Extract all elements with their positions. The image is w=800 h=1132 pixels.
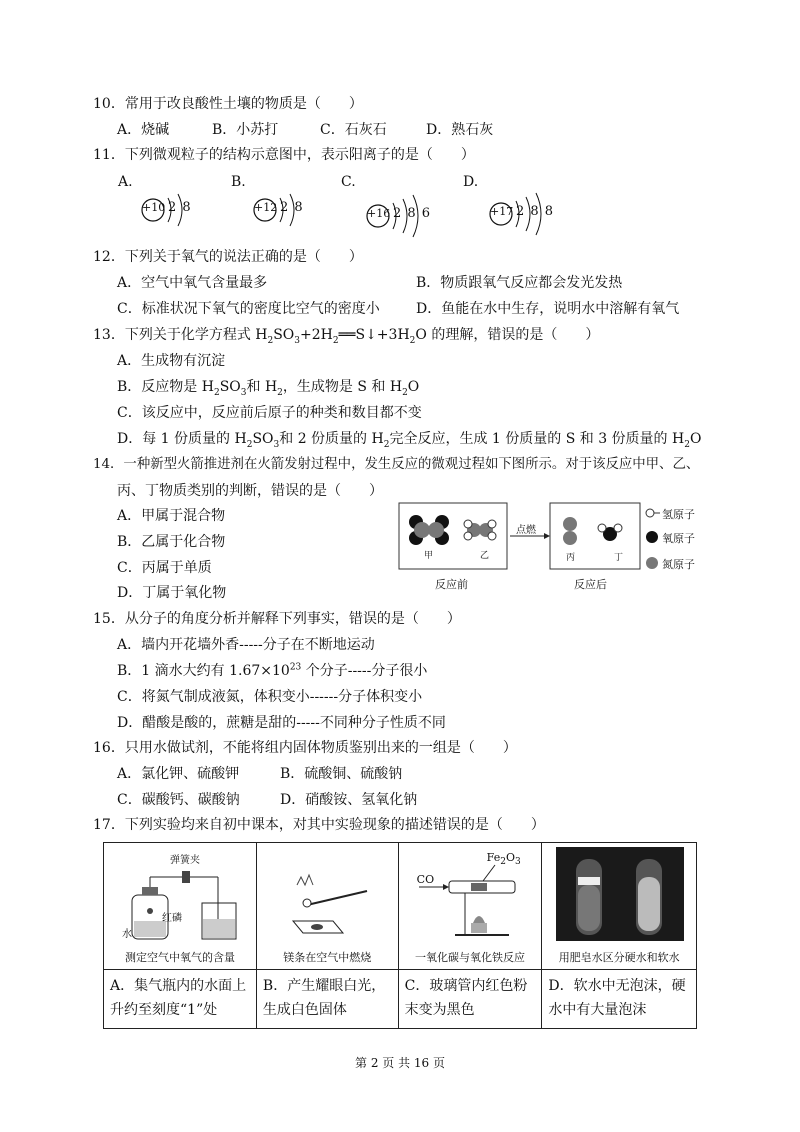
q15-option-a: A．墙内开花墙外香-----分子在不断地运动 xyxy=(117,637,375,653)
q11-atom-a-shells: 2 8 xyxy=(168,200,192,215)
label-fe2o3: $Fe_2O_3$ xyxy=(486,851,521,868)
q11-option-d-letter: D. xyxy=(463,174,479,190)
caption-magnesium-burning: 镁条在空气中燃烧 xyxy=(283,951,372,964)
q13-option-a: A．生成物有沉淀 xyxy=(117,353,226,369)
q17-option-d: D．软水中无泡沫，硬水中有大量泡沫 xyxy=(542,970,697,1029)
q14-option-d: D．丁属于氧化物 xyxy=(117,585,227,601)
q11-stem: 11．下列微观粒子的结构示意图中，表示阳离子的是（ ） xyxy=(93,147,475,163)
q17-stem: 17．下列实验均来自初中课本，对其中实验现象的描述错误的是（ ） xyxy=(93,817,545,833)
caption-soap-water: 用肥皂水区分硬水和软水 xyxy=(558,951,680,964)
legend-nitrogen: 氮原子 xyxy=(662,558,695,571)
q13-option-d: D．每 1 份质量的 $H_2SO_3$和 2 份质量的 $H_2$完全反应，生成 1 份质量的 S 和 3 份质量的 $H_2O$ xyxy=(117,431,702,450)
legend-oxygen: 氧原子 xyxy=(662,532,695,545)
q14-stem-line1: 14．一种新型火箭推进剂在火箭发射过程中，发生反应的微观过程如下图所示。对于该反应中甲、乙、 xyxy=(93,457,700,472)
label-yi: 乙 xyxy=(480,551,490,561)
label-ding: 丁 xyxy=(614,553,624,563)
label-red-phosphorus: 红磷 xyxy=(162,913,182,924)
q11-atom-b-nucleus: +12 xyxy=(254,201,278,214)
q16-option-b: B．硫酸铜、硫酸钠 xyxy=(280,766,403,782)
experiment-cell-soap-water xyxy=(542,843,697,970)
soap-water-photo xyxy=(542,843,697,947)
label-before: 反应前 xyxy=(435,578,468,591)
q16-option-c: C．碳酸钙、碳酸钠 xyxy=(117,792,240,808)
label-bing: 丙 xyxy=(566,553,576,563)
reaction-figure xyxy=(398,502,698,594)
q17-option-a: A．集气瓶内的水面上升约至刻度“1”处 xyxy=(104,970,257,1029)
q14-stem-line2: 丙、丁物质类别的判断，错误的是（ ） xyxy=(117,483,383,499)
experiment-answer-row xyxy=(104,970,697,1029)
q10-stem: 10．常用于改良酸性土壤的物质是（ ） xyxy=(93,96,363,112)
q13-stem: 13．下列关于化学方程式 $H_2SO_3+2H_2══S↓+3H_2O$ 的理解，错误的是（ ） xyxy=(93,327,600,346)
q15-option-b: B．1 滴水大约有 $1.67\times 10^{23}$ 个分子-----分子很小 xyxy=(117,662,428,679)
q11-atom-d xyxy=(486,190,556,242)
q11-atom-a-nucleus: +10 xyxy=(142,201,166,214)
q12-option-d: D．鱼能在水中生存，说明水中溶解有氧气 xyxy=(416,301,680,317)
q11-atom-d-nucleus: +17 xyxy=(490,205,514,218)
q11-atom-a xyxy=(138,190,198,234)
experiment-figure-row xyxy=(104,843,697,970)
q14-option-c: C．丙属于单质 xyxy=(117,560,212,576)
q10-option-d: D．熟石灰 xyxy=(426,122,494,138)
q14-option-b: B．乙属于化合物 xyxy=(117,534,226,550)
experiment-table xyxy=(103,842,697,1029)
q15-stem: 15．从分子的角度分析并解释下列事实，错误的是（ ） xyxy=(93,611,461,627)
q11-option-b-letter: B. xyxy=(231,174,246,190)
label-co: CO xyxy=(416,873,435,886)
q16-option-a: A．氯化钾、硫酸钾 xyxy=(117,766,240,782)
label-water: 水 xyxy=(122,929,132,940)
page-footer: 第 2 页 共 16 页 xyxy=(355,1056,445,1070)
q12-option-b: B．物质跟氧气反应都会发光发热 xyxy=(416,275,623,291)
q16-stem: 16．只用水做试剂，不能将组内固体物质鉴别出来的一组是（ ） xyxy=(93,740,517,756)
q16-option-d: D．硝酸铵、氢氧化钠 xyxy=(280,792,418,808)
q17-option-c: C．玻璃管内红色粉末变为黑色 xyxy=(398,970,542,1029)
arrow-label-ignite: 点燃 xyxy=(516,525,536,536)
co-reduction-drawing xyxy=(399,847,543,947)
experiment-cell-co-reduction xyxy=(398,843,542,970)
label-jia: 甲 xyxy=(424,551,434,561)
q12-option-c: C．标准状况下氧气的密度比空气的密度小 xyxy=(117,301,380,317)
q11-atom-b xyxy=(250,190,310,234)
experiment-cell-magnesium xyxy=(256,843,398,970)
q11-option-c-letter: C. xyxy=(341,174,356,190)
q11-atom-c-nucleus: +16 xyxy=(367,207,391,220)
q15-option-d: D．醋酸是酸的，蔗糖是甜的-----不同种分子性质不同 xyxy=(117,715,446,731)
caption-co-fe2o3: 一氧化碳与氧化铁反应 xyxy=(415,951,526,964)
legend-hydrogen: 氢原子 xyxy=(662,508,695,521)
q10-option-a: A．烧碱 xyxy=(117,122,170,138)
q10-option-b: B．小苏打 xyxy=(212,122,279,138)
q11-atom-d-shells: 2 8 8 xyxy=(516,204,555,219)
q11-atom-b-shells: 2 8 xyxy=(280,200,304,215)
q11-option-a-letter: A. xyxy=(118,174,133,190)
q11-atom-c-shells: 2 8 6 xyxy=(393,206,432,221)
q10-option-c: C．石灰石 xyxy=(320,122,387,138)
caption-oxygen-content: 测定空气中氧气的含量 xyxy=(124,951,235,964)
magnesium-burning-drawing xyxy=(257,847,399,947)
q17-option-b: B．产生耀眼白光，生成白色固体 xyxy=(256,970,398,1029)
q13-option-c: C．该反应中，反应前后原子的种类和数目都不变 xyxy=(117,405,422,421)
q12-option-a: A．空气中氧气含量最多 xyxy=(117,275,268,291)
q15-option-c: C．将氮气制成液氮，体积变小------分子体积变小 xyxy=(117,689,423,705)
q12-stem: 12．下列关于氧气的说法正确的是（ ） xyxy=(93,249,363,265)
label-spring-clip: 弹簧夹 xyxy=(170,855,200,866)
experiment-cell-oxygen xyxy=(104,843,257,970)
q11-atom-c xyxy=(363,192,433,244)
label-after: 反应后 xyxy=(574,578,607,591)
q13-option-b: B．反应物是 $H_2SO_3$和 $H_2$，生成物是 S 和 $H_2O$ xyxy=(117,379,420,398)
q14-option-a: A．甲属于混合物 xyxy=(117,508,226,524)
